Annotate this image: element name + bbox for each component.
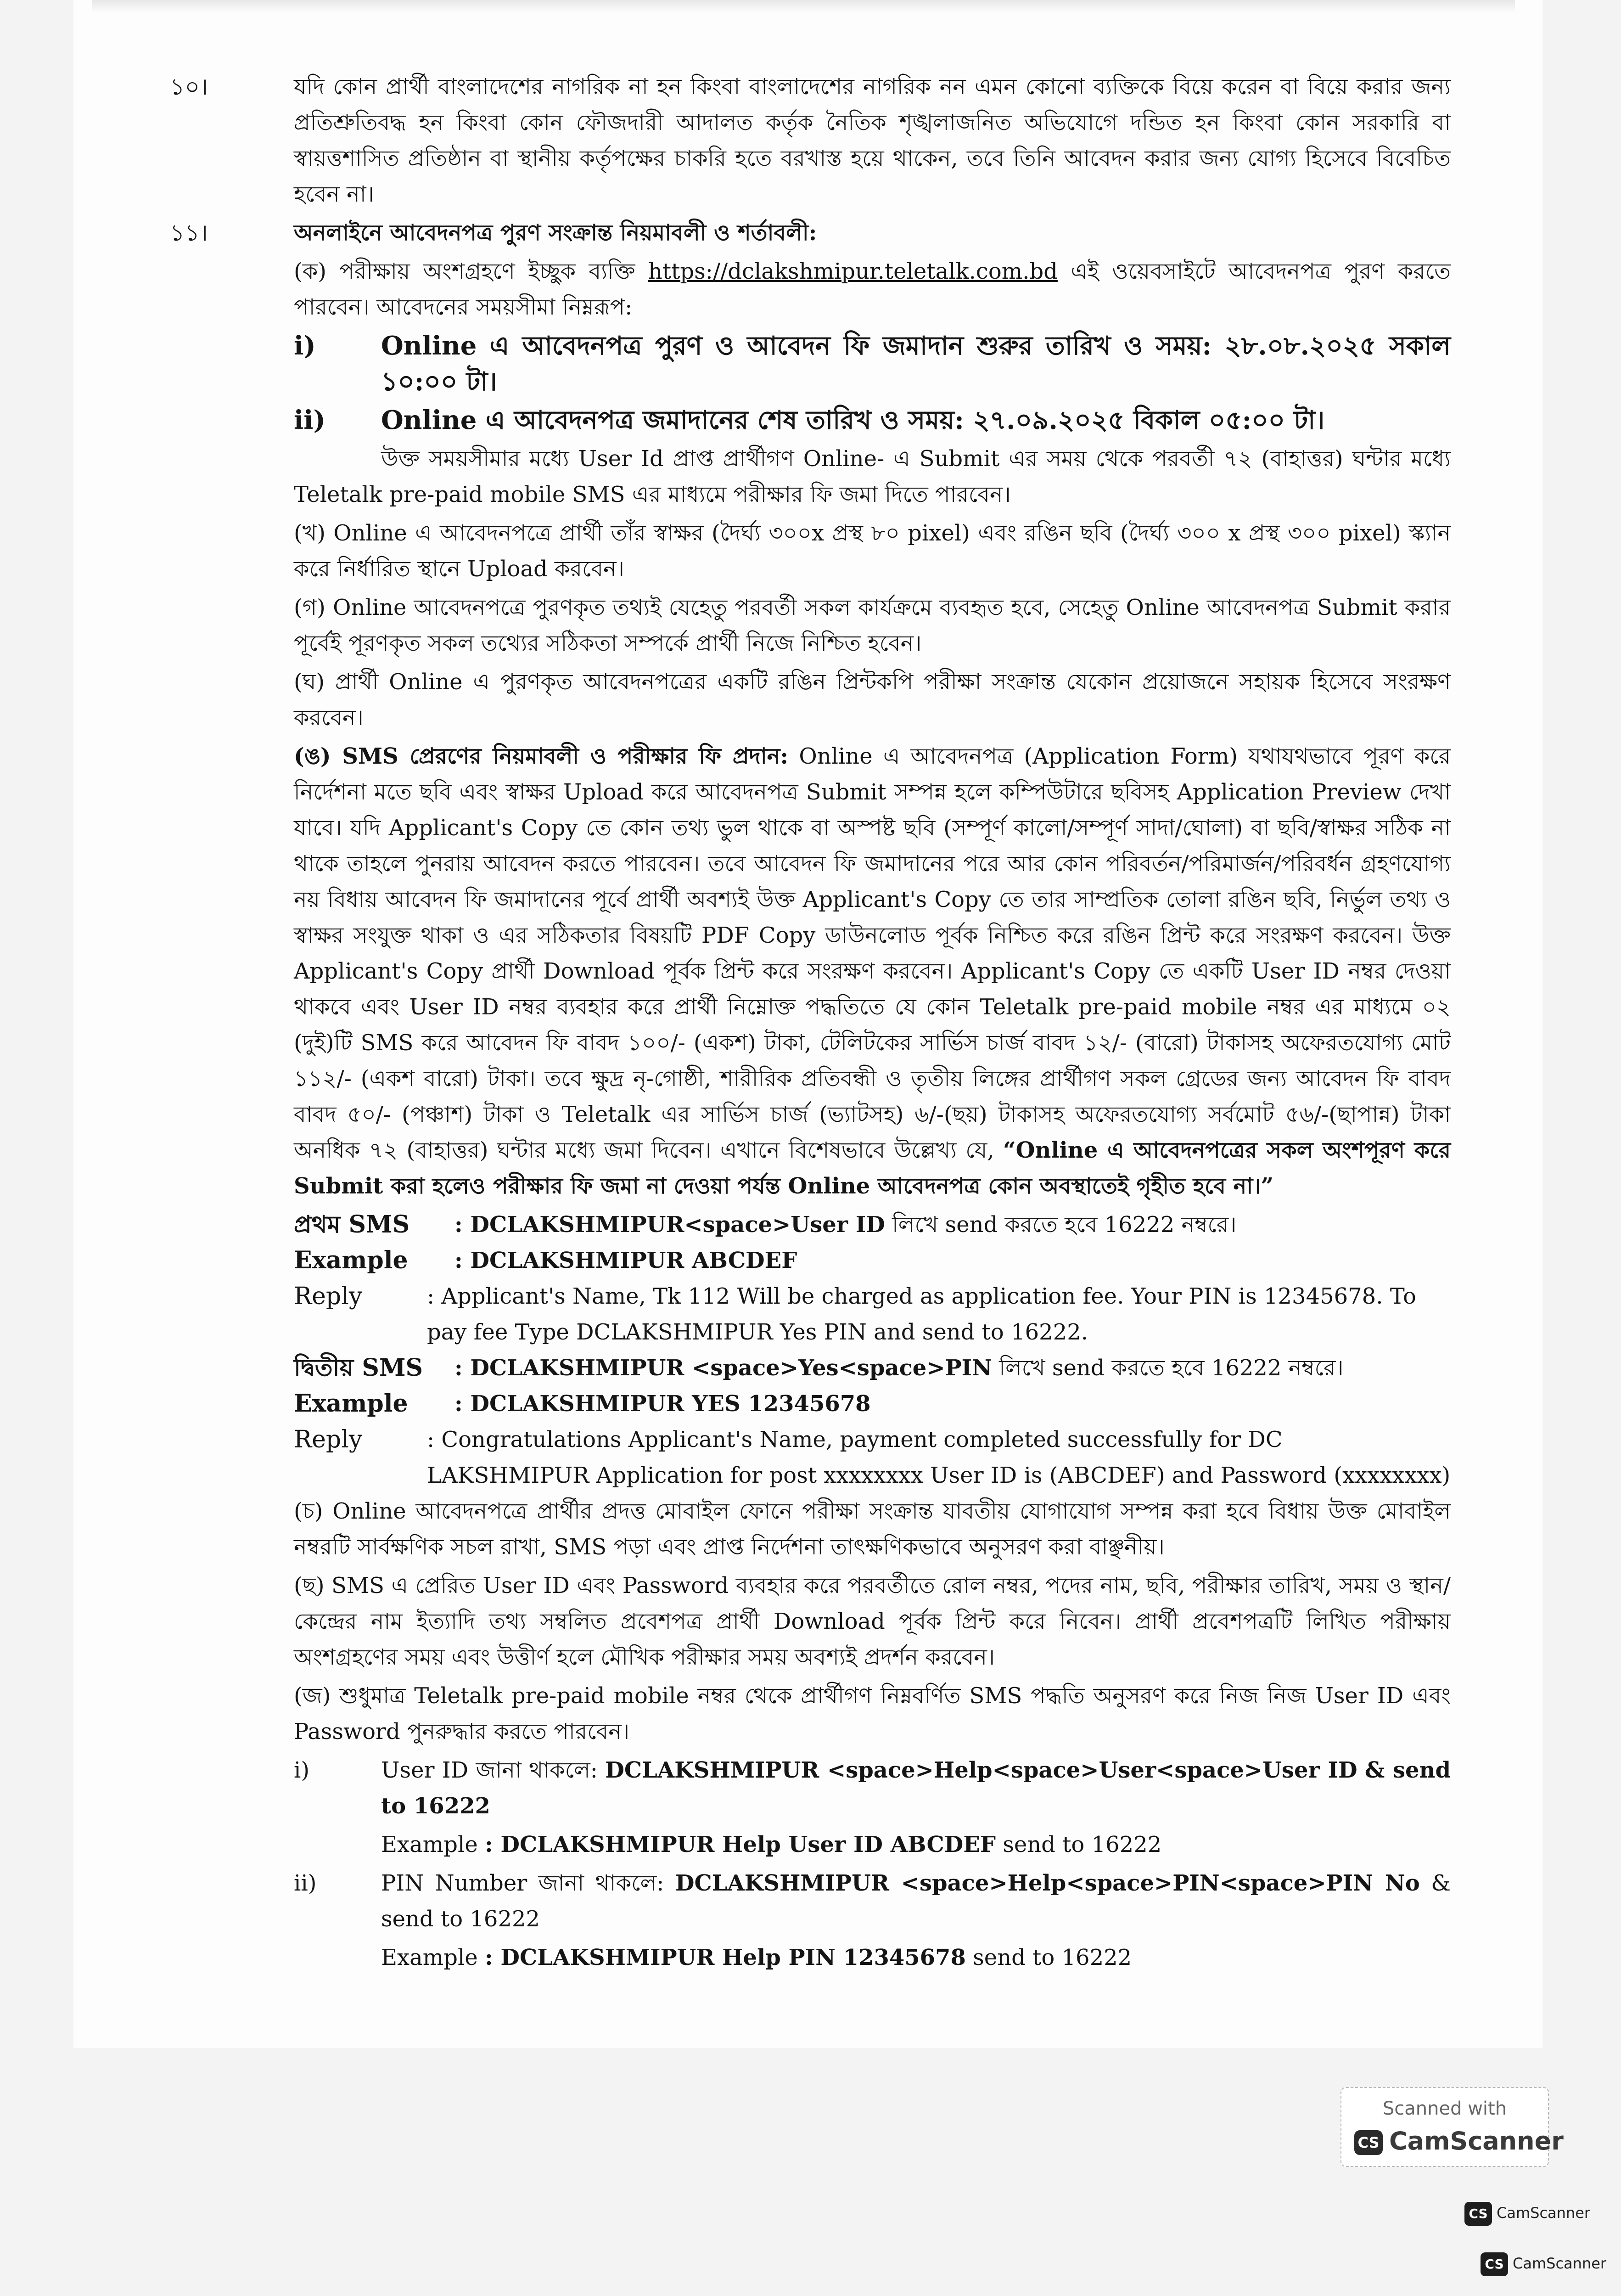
reply-text: : Applicant's Name, Tk 112 Will be charged as application fee. Your PIN is 12345678. To pay fee Type DCLAKSHMIPUR Yes PIN and send to 16222. xyxy=(427,1283,1416,1345)
clause-uma-heading: (ঙ) SMS প্রেরণের নিয়মাবলী ও পরীক্ষার ফি প্রদান: xyxy=(294,743,789,769)
sms-label: দ্বিতীয় SMS xyxy=(294,1354,423,1382)
clause-ka xyxy=(294,253,1451,325)
camscanner-logo-icon: CS xyxy=(1481,2252,1508,2276)
example-label: Example xyxy=(294,1390,408,1418)
list-marker: i) xyxy=(294,1757,310,1783)
sms-second-reply xyxy=(294,1422,1451,1493)
sms-second xyxy=(294,1350,1451,1386)
recover-user-id-example xyxy=(294,1827,1451,1863)
end-date-line xyxy=(294,402,1451,438)
example-text: : DCLAKSHMIPUR Help PIN 12345678 xyxy=(485,1945,966,1970)
sms-first-reply xyxy=(294,1278,1451,1350)
sms-first xyxy=(294,1207,1451,1243)
recover-send: & send to 16222 xyxy=(381,1757,1451,1819)
clause-ga: (গ) Online আবেদনপত্রে পুরণকৃত তথ্যই যেহেতু পরবর্তী সকল কার্যক্রমে ব্যবহৃত হবে, সেহেতু Online আবেদনপত্র Submit করার পূর্বেই পূরণকৃত সকল তথ্যের সঠিকতা সম্পর্কে প্রার্থী নিজে নিশ্চিত হবেন। xyxy=(294,595,1451,656)
sms-instruction: লিখে send করতে হবে 16222 নম্বরে। xyxy=(892,1212,1237,1238)
clause-chha: (ছ) SMS এ প্রেরিত User ID এবং Password ব্যবহার করে পরবর্তীতে রোল নম্বর, পদের নাম, ছবি, পরীক্ষার তারিখ, সময় ও স্থান/কেন্দ্রের নাম ইত্যাদি তথ্য সম্বলিত প্রবেশপত্র প্রার্থী Download পূর্বক প্রিন্ট করে নিবেন। প্রার্থী প্রবেশপত্রটি লিখিত পরীক্ষায় অংশগ্রহণের সময় এবং উত্তীর্ণ হলে মৌখিক পরীক্ষার সময় অবশ্যই প্রদর্শন করবেন। xyxy=(294,1573,1451,1670)
recover-condition: PIN Number জানা থাকলে: xyxy=(381,1870,664,1896)
document-body xyxy=(170,69,1451,1978)
camscanner-logo-icon: CS xyxy=(1354,2130,1383,2155)
sms-label: প্রথম SMS xyxy=(294,1210,410,1238)
sms-first-example xyxy=(294,1243,1451,1278)
clause-text: যদি কোন প্রার্থী বাংলাদেশের নাগরিক না হন কিংবা বাংলাদেশের নাগরিক নন এমন কোনো ব্যক্তিকে বিয়ে করেন বা বিয়ে করার জন্য প্রতিশ্রুতিবদ্ধ হন কিংবা কোন ফৌজদারী আদালত কর্তৃক নৈতিক শৃঙ্খলাজনিত অভিযোগে দন্ডিত হন কিংবা কোন সরকারি বা স্বায়ত্তশাসিত প্রতিষ্ঠান বা স্থানীয় কর্তৃপক্ষের চাকরি হতে বরখাস্ত হয়ে থাকেন, তবে তিনি আবেদন করার জন্য যোগ্য হিসেবে বিবেচিত হবেন না। xyxy=(294,74,1451,207)
reply-text: : Congratulations Applicant's Name, payment completed successfully for DC LAKSHMIPUR Application for post xxxxxxxx User ID is (ABCDEF) and Password (xxxxxxxx) xyxy=(427,1427,1451,1488)
example-label: Example xyxy=(381,1832,478,1857)
section-heading: অনলাইনে আবেদনপত্র পুরণ সংক্রান্ত নিয়মাবলী ও শর্তাবলী: xyxy=(294,220,817,246)
camscanner-mark-text: CamScanner xyxy=(1497,2204,1591,2222)
recover-send: & send to 16222 xyxy=(381,1870,1451,1932)
start-date-text: Online এ আবেদনপত্র পুরণ ও আবেদন ফি জমাদান শুরুর তারিখ ও সময়: ২৮.০৮.২০২৫ সকাল ১০:০০ টা। xyxy=(381,331,1451,397)
fee-deadline-note: উক্ত সময়সীমার মধ্যে User Id প্রাপ্ত প্রার্থীগণ Online- এ Submit এর সময় থেকে পরবর্তী ৭২ (বাহাত্তর) ঘন্টার মধ্যে Teletalk pre-paid mobile SMS এর মাধ্যমে পরীক্ষার ফি জমা দিতে পারবেন। xyxy=(294,446,1451,507)
example-label: Example xyxy=(294,1246,408,1274)
clause-uma xyxy=(294,738,1451,1204)
recover-user-id xyxy=(294,1752,1451,1824)
reply-label: Reply xyxy=(294,1426,363,1453)
recover-code: DCLAKSHMIPUR <space>Help<space>User<space>User ID xyxy=(605,1757,1357,1783)
camscanner-mark xyxy=(1481,2252,1606,2276)
recover-code: DCLAKSHMIPUR <space>Help<space>PIN<space>PIN No xyxy=(675,1870,1420,1896)
clause-gha: (ঘ) প্রার্থী Online এ পুরণকৃত আবেদনপত্রের একটি রঙিন প্রিন্টকপি পরীক্ষা সংক্রান্ত যেকোন প্রয়োজনে সহায়ক হিসেবে সংরক্ষণ করবেন। xyxy=(294,669,1451,731)
clause-ka-intro: (ক) পরীক্ষায় অংশগ্রহণে ইচ্ছুক ব্যক্তি xyxy=(294,259,635,284)
reply-label: Reply xyxy=(294,1283,363,1310)
clause-ja: (জ) শুধুমাত্র Teletalk pre-paid mobile নম্বর থেকে প্রার্থীগণ নিম্নবর্ণিত SMS পদ্ধতি অনুসরণ করে নিজ নিজ User ID এবং Password পুনরুদ্ধার করতে পারবেন। xyxy=(294,1683,1451,1745)
sms-code: : DCLAKSHMIPUR <space>Yes<space>PIN xyxy=(454,1355,992,1381)
clause-uma-body: Online এ আবেদনপত্র (Application Form) যথাযথভাবে পূরণ করে নির্দেশনা মতে ছবি এবং স্বাক্ষর Upload করে আবেদনপত্র Submit সম্পন্ন হলে কম্পিউটারে ছবিসহ Application Preview দেখা যাবে। যদি Applicant's Copy তে কোন তথ্য ভুল থাকে বা অস্পষ্ট ছবি (সম্পূর্ণ কালো/সম্পূর্ণ সাদা/ঘোলা) বা ছবি/স্বাক্ষর সঠিক না থাকে তাহলে পুনরায় আবেদন করতে পারবেন। তবে আবেদন ফি জমাদানের পরে আর কোন পরিবর্তন/পরিমার্জন/পরিবর্ধন গ্রহণযোগ্য নয় বিধায় আবেদন ফি জমাদানের পূর্বে প্রার্থী অবশ্যই উক্ত Applicant's Copy তে তার সাম্প্রতিক তোলা রঙিন ছবি, নির্ভুল তথ্য ও স্বাক্ষর সংযুক্ত থাকা ও এর সঠিকতার বিষয়টি PDF Copy ডাউনলোড পূর্বক নিশ্চিত করে রঙিন প্রিন্ট করে সংরক্ষণ করবেন। উক্ত Applicant's Copy প্রার্থী Download পূর্বক প্রিন্ট করে সংরক্ষণ করবেন। Applicant's Copy তে একটি User ID নম্বর দেওয়া থাকবে এবং User ID নম্বর ব্যবহার করে প্রার্থী নিম্নোক্ত পদ্ধতিতে যে কোন Teletalk pre-paid mobile নম্বর এর মাধ্যমে ০২ (দুই)টি SMS করে আবেদন ফি বাবদ ১০০/- (একশ) টাকা, টেলিটকের সার্ভিস চার্জ বাবদ ১২/- (বারো) টাকাসহ অফেরতযোগ্য মোট ১১২/- (একশ বারো) টাকা। তবে ক্ষুদ্র নৃ-গোষ্ঠী, শারীরিক প্রতিবন্ধী ও তৃতীয় লিঙ্গের প্রার্থীগণ সকল গ্রেডের জন্য আবেদন ফি বাবদ বাবদ ৫০/- (পঞ্চাশ) টাকা ও Teletalk এর সার্ভিস চার্জ (ভ্যাটসহ) ৬/-(ছয়) টাকাসহ অফেরতযোগ্য সর্বমোট ৫৬/-(ছাপান্ন) টাকা অনধিক ৭২ (বাহাত্তর) ঘন্টার মধ্যে জমা দিবেন। এখানে বিশেষভাবে উল্লেখ্য যে, xyxy=(294,743,1451,1163)
clause-11-heading xyxy=(170,215,1451,251)
example-send: send to 16222 xyxy=(1003,1832,1162,1857)
recover-condition: User ID জানা থাকলে: xyxy=(381,1757,598,1783)
website-link[interactable]: https://dclakshmipur.teletalk.com.bd xyxy=(648,259,1058,284)
camscanner-brand: CamScanner xyxy=(1389,2127,1564,2155)
scan-edge xyxy=(92,0,1515,13)
example-label: Example xyxy=(381,1945,478,1970)
list-marker: ii) xyxy=(294,1870,317,1896)
clause-number: ১১। xyxy=(170,219,208,246)
example-text: : DCLAKSHMIPUR YES 12345678 xyxy=(454,1391,871,1417)
recover-pin-example xyxy=(294,1940,1451,1975)
list-marker: ii) xyxy=(294,405,326,435)
clause-uma-warning: “Online এ আবেদনপত্রের সকল অংশপূরণ করে Submit করা হলেও পরীক্ষার ফি জমা না দেওয়া পর্যন্ত Online আবেদনপত্র কোন অবস্থাতেই গৃহীত হবে না।” xyxy=(294,1137,1451,1199)
example-text: : DCLAKSHMIPUR ABCDEF xyxy=(454,1248,797,1273)
clause-cha: (চ) Online আবেদনপত্রে প্রার্থীর প্রদত্ত মোবাইল ফোনে পরীক্ষা সংক্রান্ত যাবতীয় যোগাযোগ সম্পন্ন করা হবে বিধায় উক্ত মোবাইল নম্বরটি সার্বক্ষণিক সচল রাখা, SMS পড়া এবং প্রাপ্ত নির্দেশনা তাৎক্ষণিকভাবে অনুসরণ করা বাঞ্ছনীয়। xyxy=(294,1498,1451,1560)
sms-second-example xyxy=(294,1386,1451,1422)
clause-number: ১০। xyxy=(170,73,208,100)
clause-kha: (খ) Online এ আবেদনপত্রে প্রার্থী তাঁর স্বাক্ষর (দৈর্ঘ্য ৩০০x প্রস্থ ৮০ pixel) এবং রঙিন ছবি (দৈর্ঘ্য ৩০০ x প্রস্থ ৩০০ pixel) স্ক্যান করে নির্ধারিত স্থানে Upload করবেন। xyxy=(294,520,1451,582)
camscanner-mark-text: CamScanner xyxy=(1513,2255,1607,2272)
camscanner-logo-icon: CS xyxy=(1464,2202,1492,2226)
sms-instruction: লিখে send করতে হবে 16222 নম্বরে। xyxy=(999,1355,1344,1381)
example-send: send to 16222 xyxy=(973,1945,1132,1970)
camscanner-badge xyxy=(1341,2087,1564,2167)
clause-10 xyxy=(170,69,1451,212)
clause-ka-rest: এই ওয়েবসাইটে আবেদনপত্র পুরণ করতে পারবেন। আবেদনের সময়সীমা নিম্নরূপ: xyxy=(294,259,1451,320)
scanned-with-text: Scanned with xyxy=(1382,2098,1507,2119)
start-date-line xyxy=(294,328,1451,400)
recover-pin xyxy=(294,1865,1451,1937)
end-date-text: Online এ আবেদনপত্র জমাদানের শেষ তারিখ ও সময়: ২৭.০৯.২০২৫ বিকাল ০৫:০০ টা। xyxy=(381,405,1325,435)
sms-code: : DCLAKSHMIPUR<space>User ID xyxy=(454,1212,885,1238)
list-marker: i) xyxy=(294,331,316,361)
example-text: : DCLAKSHMIPUR Help User ID ABCDEF xyxy=(485,1832,996,1857)
camscanner-mark xyxy=(1464,2202,1590,2226)
